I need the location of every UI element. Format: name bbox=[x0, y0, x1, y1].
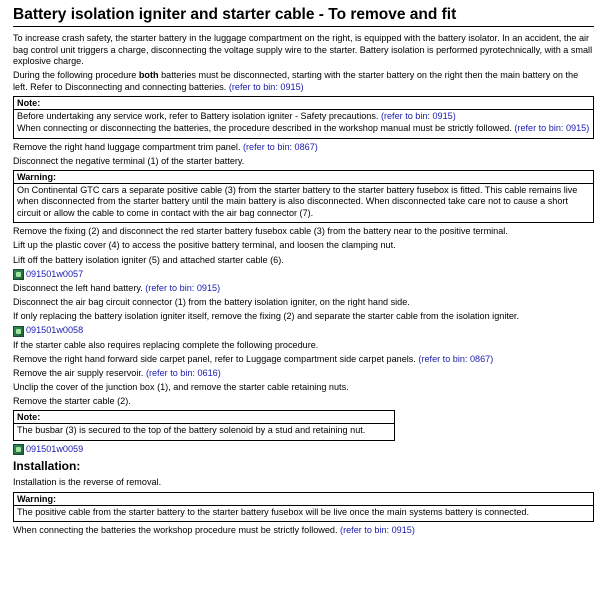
bin-reference-link[interactable]: (refer to bin: 0616) bbox=[145, 368, 221, 379]
intro-bold: both bbox=[138, 70, 159, 81]
bin-reference-link[interactable]: (refer to bin: 0867) bbox=[243, 141, 318, 152]
bin-reference-link[interactable]: (refer to bin: 0867) bbox=[418, 354, 494, 365]
installation-text: Installation is the reverse of removal. bbox=[13, 477, 162, 488]
procedure-step: Disconnect the negative terminal (1) of the starter battery. bbox=[13, 155, 245, 166]
step-text: Remove the right hand forward side carpet panel, refer to Luggage compartment side carpet panels. bbox=[13, 354, 419, 365]
warning-text: The positive cable from the starter battery to the starter battery fusebox will be live once the main systems battery is connected. bbox=[17, 506, 530, 517]
procedure-step bbox=[13, 368, 594, 380]
installation-heading: Installation: bbox=[13, 459, 81, 474]
intro-text: During the following procedure bbox=[13, 70, 139, 81]
procedure-step: If only replacing the battery isolation igniter itself, remove the fixing (2) and separate the starter cable from the isolation igniter. bbox=[13, 311, 519, 322]
bin-reference-link[interactable]: (refer to bin: 0915) bbox=[514, 123, 590, 134]
procedure-step bbox=[13, 142, 594, 154]
bin-reference-link[interactable]: (refer to bin: 0915) bbox=[380, 110, 456, 121]
note-line bbox=[17, 111, 590, 123]
bin-reference-link[interactable]: (refer to bin: 0915) bbox=[340, 525, 415, 535]
procedure-step: Remove the starter cable (2). bbox=[13, 396, 131, 407]
figure-link[interactable] bbox=[13, 444, 594, 456]
final-text: When connecting the batteries the workshop procedure must be strictly followed. bbox=[13, 525, 341, 535]
intro-paragraph: To increase crash safety, the starter battery in the luggage compartment on the right, is equipped with the battery isolator. In an accident, the air bag control unit triggers a charge, disconnecting the voltage supply wire to the starter. Battery isolation is performed pyrotechnically, with a small explosive charge. bbox=[13, 33, 593, 66]
procedure-step: Unclip the cover of the junction box (1), and remove the starter cable retaining nuts. bbox=[13, 382, 349, 393]
step-text: Disconnect the left hand battery. bbox=[13, 283, 146, 294]
bin-reference-link[interactable]: (refer to bin: 0915) bbox=[145, 283, 221, 294]
bin-reference-link[interactable]: (refer to bin: 0915) bbox=[228, 81, 304, 92]
procedure-step: If the starter cable also requires replacing complete the following procedure. bbox=[13, 339, 319, 350]
note-heading: Note: bbox=[14, 97, 593, 110]
figure-link-label[interactable]: 091501w0057 bbox=[26, 268, 84, 279]
title-divider bbox=[13, 26, 594, 27]
note-box bbox=[13, 96, 594, 139]
step-text: Remove the right hand luggage compartment trim panel. bbox=[13, 141, 243, 152]
figure-link-label[interactable]: 091501w0059 bbox=[26, 443, 84, 454]
procedure-step: Lift off the battery isolation igniter (5) and attached starter cable (6). bbox=[13, 254, 284, 265]
note-heading: Note: bbox=[14, 411, 394, 424]
note-text: When connecting or disconnecting the batteries, the procedure described in the workshop manual must be strictly followed. bbox=[17, 123, 515, 134]
procedure-step: Disconnect the air bag circuit connector (1) from the battery isolation igniter, on the right hand side. bbox=[13, 297, 410, 308]
intro-text: batteries must be disconnected, starting with the starter battery on the right then the main battery on the left. Refer to Disconnecting and connecting batteries. bbox=[13, 70, 579, 92]
figure-link-label[interactable]: 091501w0058 bbox=[26, 325, 84, 336]
figure-link[interactable] bbox=[13, 269, 594, 281]
procedure-step bbox=[13, 283, 594, 295]
note-text: The busbar (3) is secured to the top of the battery solenoid by a stud and retaining nut. bbox=[17, 425, 366, 436]
procedure-step bbox=[13, 354, 594, 366]
warning-heading: Warning: bbox=[14, 171, 593, 184]
image-icon bbox=[13, 444, 24, 455]
page-title: Battery isolation igniter and starter cable - To remove and fit bbox=[13, 6, 457, 23]
intro-paragraph-2 bbox=[13, 70, 594, 93]
note-box bbox=[13, 410, 395, 441]
warning-box bbox=[13, 492, 594, 523]
procedure-step: Lift up the plastic cover (4) to access the positive battery terminal, and loosen the clamping nut. bbox=[13, 240, 396, 251]
note-text: Before undertaking any service work, refer to Battery isolation igniter - Safety precautions. bbox=[17, 110, 381, 121]
figure-link[interactable] bbox=[13, 325, 594, 337]
procedure-step: Remove the fixing (2) and disconnect the red starter battery fusebox cable (3) from the battery near to the positive terminal. bbox=[13, 226, 508, 237]
image-icon bbox=[13, 269, 24, 280]
warning-heading: Warning: bbox=[14, 493, 593, 506]
step-text: Remove the air supply reservoir. bbox=[13, 368, 146, 379]
warning-text: On Continental GTC cars a separate positive cable (3) from the starter battery to the starter battery fusebox is fitted. This cable remains live when disconnected from the starter battery until the main battery is also disconnected. When disconnected take care not to cause a short circuit or allow the cable to come in contact with the air bag connector (7). bbox=[17, 184, 578, 218]
note-line bbox=[17, 123, 590, 135]
warning-box bbox=[13, 170, 594, 224]
image-icon bbox=[13, 326, 24, 337]
final-instruction bbox=[13, 525, 594, 537]
